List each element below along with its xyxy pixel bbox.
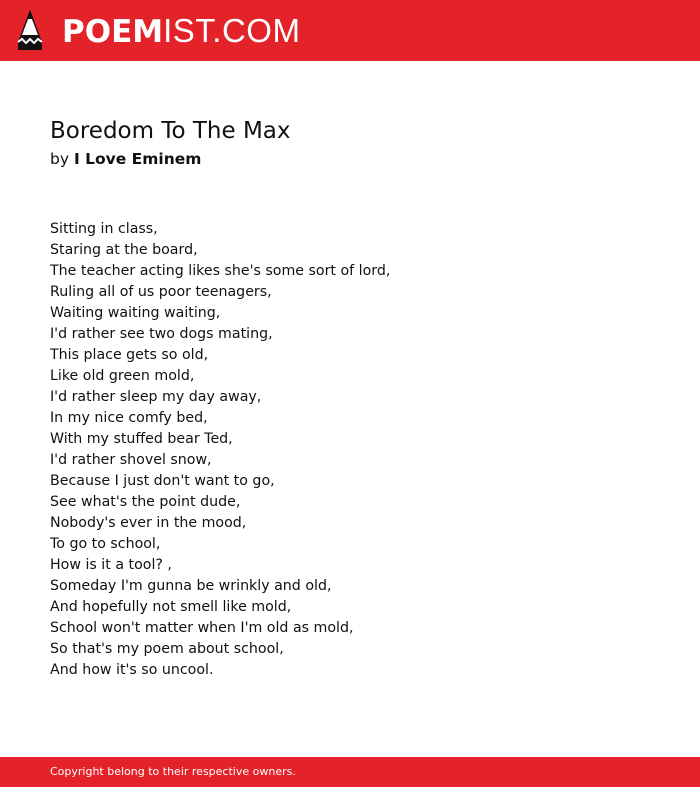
poem-line: With my stuffed bear Ted, xyxy=(50,431,233,447)
poem-body xyxy=(50,219,650,681)
site-header xyxy=(0,0,700,61)
poem-line: So that's my poem about school, xyxy=(50,641,284,657)
poem-line: Like old green mold, xyxy=(50,368,195,384)
poem-line: This place gets so old, xyxy=(50,347,209,363)
poem-line: The teacher acting likes she's some sort of lord, xyxy=(50,263,391,279)
poem-line: Staring at the board, xyxy=(50,242,198,258)
poem-line: See what's the point dude, xyxy=(50,494,241,510)
poem-line: Waiting waiting waiting, xyxy=(50,305,221,321)
pencil-tip-icon xyxy=(17,9,43,51)
poem-line: And hopefully not smell like mold, xyxy=(50,599,292,615)
poem-byline xyxy=(50,148,201,170)
poem-author: I Love Eminem xyxy=(73,150,202,168)
poem-line: To go to school, xyxy=(50,536,161,552)
poem-line: Someday I'm gunna be wrinkly and old, xyxy=(50,578,332,594)
poem-line: In my nice comfy bed, xyxy=(50,410,208,426)
poem-line: Nobody's ever in the mood, xyxy=(50,515,247,531)
copyright-text: Copyright belong to their respective owners. xyxy=(50,765,296,778)
poem-line: I'd rather sleep my day away, xyxy=(50,389,262,405)
site-footer xyxy=(0,757,700,787)
poem-line: I'd rather shovel snow, xyxy=(50,452,212,468)
poem-line: Ruling all of us poor teenagers, xyxy=(50,284,272,300)
poem-title: Boredom To The Max xyxy=(50,118,291,144)
poem-line: How is it a tool? , xyxy=(50,557,172,573)
poem-line: Sitting in class, xyxy=(50,221,158,237)
poem-line: I'd rather see two dogs mating, xyxy=(50,326,273,342)
site-logo[interactable] xyxy=(62,11,300,51)
logo-light-text: IST.COM xyxy=(163,12,301,49)
poem-line: And how it's so uncool. xyxy=(50,662,214,678)
poem-line: School won't matter when I'm old as mold, xyxy=(50,620,354,636)
by-label: by xyxy=(50,150,70,168)
logo-bold-text: POEM xyxy=(62,14,164,50)
poem-line: Because I just don't want to go, xyxy=(50,473,275,489)
